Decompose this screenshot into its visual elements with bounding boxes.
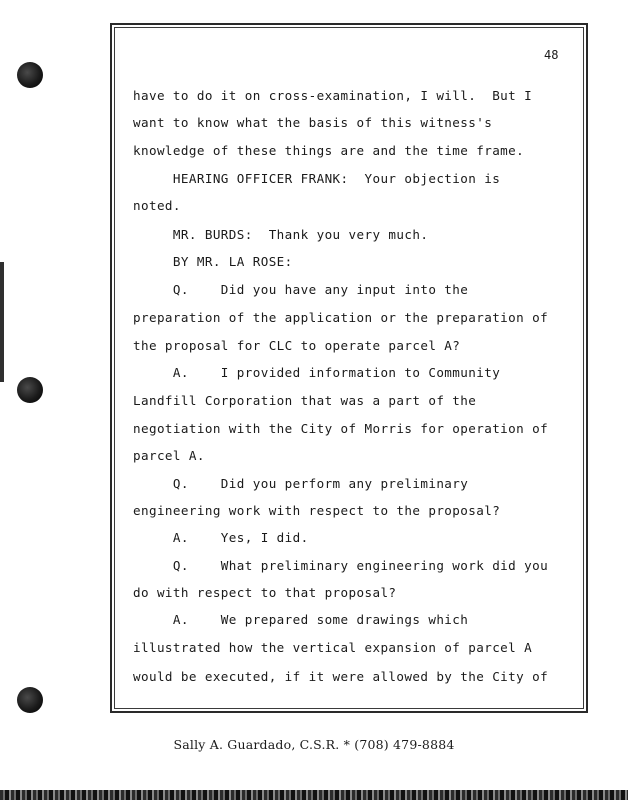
transcript-line: have to do it on cross-examination, I will. But I [133,88,533,103]
transcript-line: BY MR. LA ROSE: [133,254,293,269]
scan-edge-shadow [0,262,4,382]
transcript-line: knowledge of these things are and the time frame. [133,143,525,158]
scan-bottom-edge [0,790,628,800]
transcript-line: the proposal for CLC to operate parcel A? [133,338,461,353]
transcript-line: Q. Did you perform any preliminary [133,476,469,491]
transcript-line: Q. Did you have any input into the [133,282,469,297]
transcript-line: parcel A. [133,448,205,463]
transcript-line: want to know what the basis of this witness's [133,115,493,130]
transcript-line: HEARING OFFICER FRANK: Your objection is [133,171,501,186]
binder-hole-icon [17,377,43,403]
transcript-line: illustrated how the vertical expansion of parcel A [133,640,533,655]
transcript-line: Landfill Corporation that was a part of the [133,393,477,408]
transcript-line: negotiation with the City of Morris for operation of [133,421,549,436]
transcript-line: Q. What preliminary engineering work did you [133,558,549,573]
binder-hole-icon [17,687,43,713]
transcript-line: engineering work with respect to the proposal? [133,503,501,518]
transcript-line: noted. [133,198,181,213]
transcript-line: would be executed, if it were allowed by the City of [133,669,549,684]
transcript-line: do with respect to that proposal? [133,585,397,600]
page-number: 48 [544,48,559,62]
transcript-line: A. We prepared some drawings which [133,612,469,627]
transcript-line: A. Yes, I did. [133,530,309,545]
transcript-line: A. I provided information to Community [133,365,501,380]
reporter-footer: Sally A. Guardado, C.S.R. * (708) 479-8884 [173,737,455,752]
binder-hole-icon [17,62,43,88]
transcript-line: MR. BURDS: Thank you very much. [133,227,429,242]
transcript-line: preparation of the application or the preparation of [133,310,549,325]
